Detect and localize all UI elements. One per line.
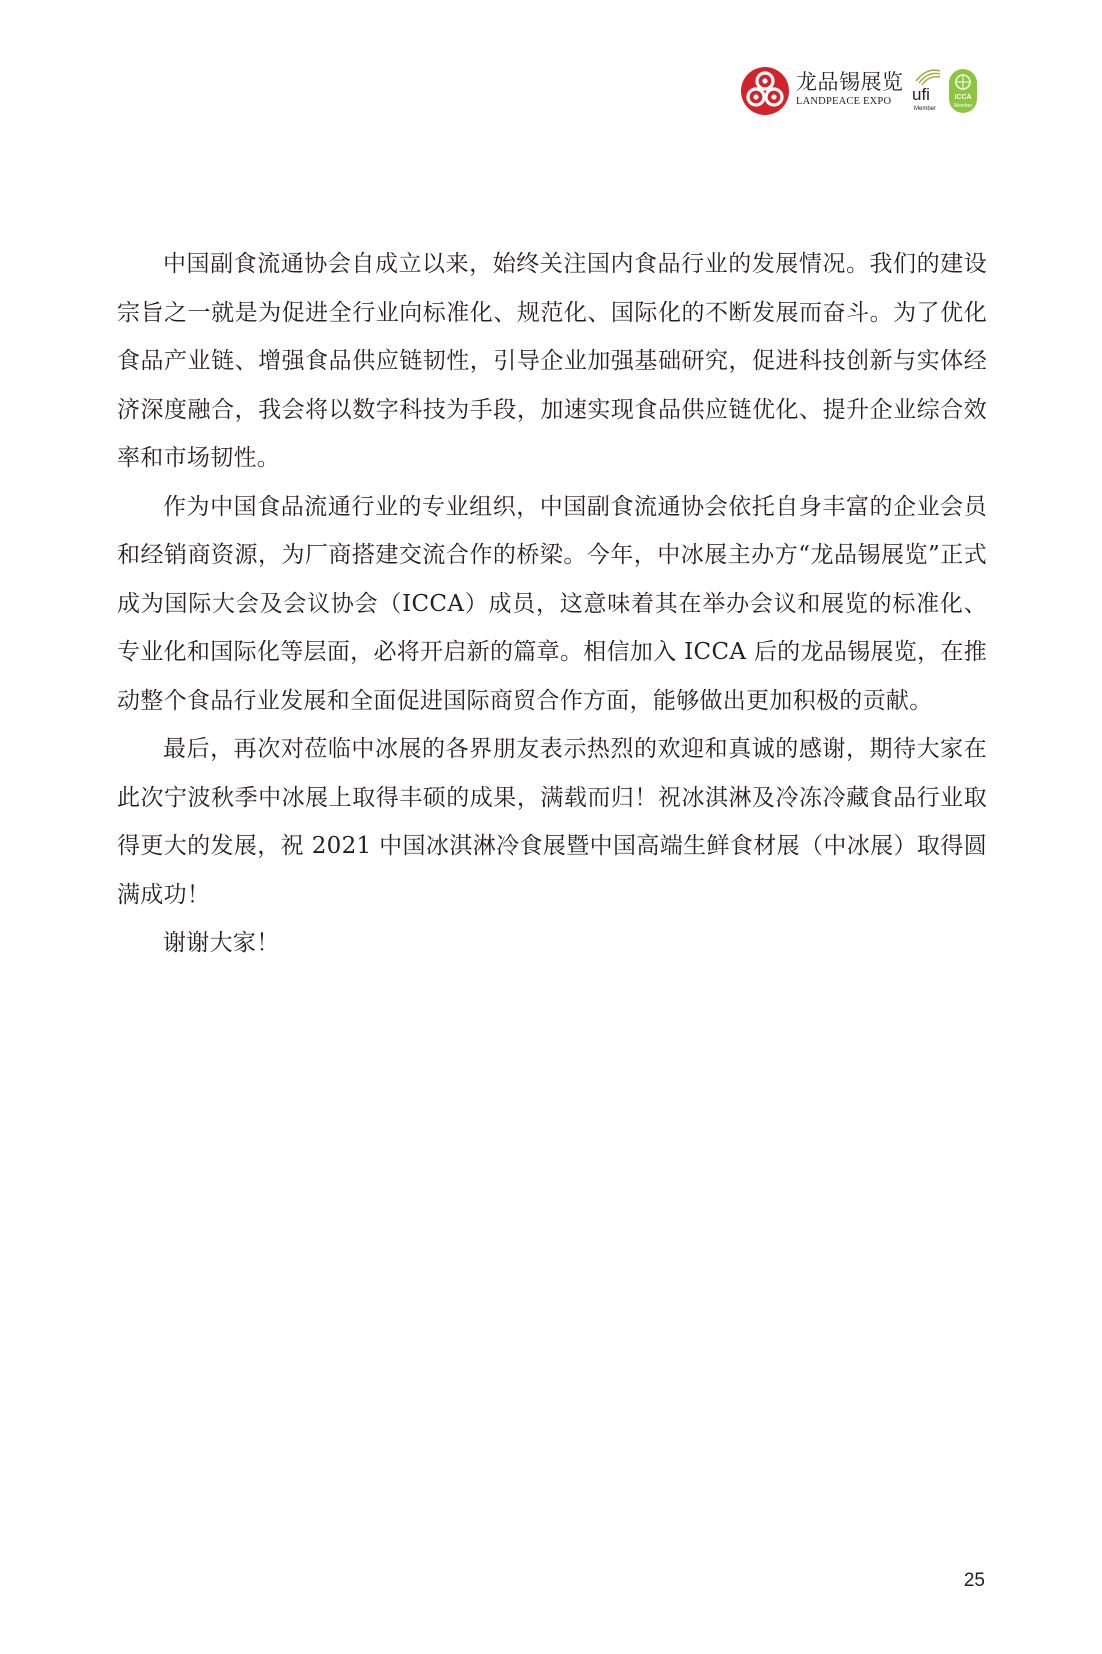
brand-name-cn: 龙品锡展览 bbox=[796, 70, 904, 94]
header-logos bbox=[740, 62, 990, 122]
paragraph-icca-membership: 作为中国食品流通行业的专业组织，中国副食流通协会依托自身丰富的企业会员和经销商资源，为厂商搭建交流合作的桥梁。今年，中冰展主办方“龙品锡展览”正式成为国际大会及会议协会（ICCA）成员，这意味着其在举办会议和展览的标准化、专业化和国际化等层面，必将开启新的篇章。相信加入 ICCA 后的龙品锡展览，在推动整个食品行业发展和全面促进国际商贸合作方面，能够做出更加积极的贡献。 bbox=[117, 493, 987, 714]
article-body bbox=[117, 240, 987, 968]
page-number: 25 bbox=[963, 1570, 985, 1591]
ufi-text: ufi bbox=[912, 85, 930, 104]
brand-name-en: LANDPEACE EXPO bbox=[796, 96, 892, 107]
paragraph-association-mission: 中国副食流通协会自成立以来，始终关注国内食品行业的发展情况。我们的建设宗旨之一就是为促进全行业向标准化、规范化、国际化的不断发展而奋斗。为了优化食品产业链、增强食品供应链韧性，引导企业加强基础研究，促进科技创新与实体经济深度融合，我会将以数字科技为手段，加速实现食品供应链优化、提升企业综合效率和市场韧性。 bbox=[117, 251, 987, 471]
landpeace-logo-icon bbox=[740, 66, 790, 116]
brand-text bbox=[796, 70, 906, 108]
paragraph-closing-wishes: 最后，再次对莅临中冰展的各界朋友表示热烈的欢迎和真诚的感谢，期待大家在此次宁波秋季中冰展上取得丰硕的成果，满载而归！祝冰淇淋及冷冻冷藏食品行业取得更大的发展，祝 2021 中国冰淇淋冷食展暨中国高端生鲜食材展（中冰展）取得圆满成功！ bbox=[117, 736, 987, 908]
icca-text: ICCA bbox=[954, 94, 972, 101]
ufi-member-text: Member bbox=[914, 106, 937, 112]
icca-member-text: Member bbox=[953, 103, 973, 109]
icca-member-logo bbox=[948, 68, 978, 114]
ufi-member-logo bbox=[910, 66, 944, 116]
paragraph-thanks: 谢谢大家！ bbox=[163, 930, 280, 956]
